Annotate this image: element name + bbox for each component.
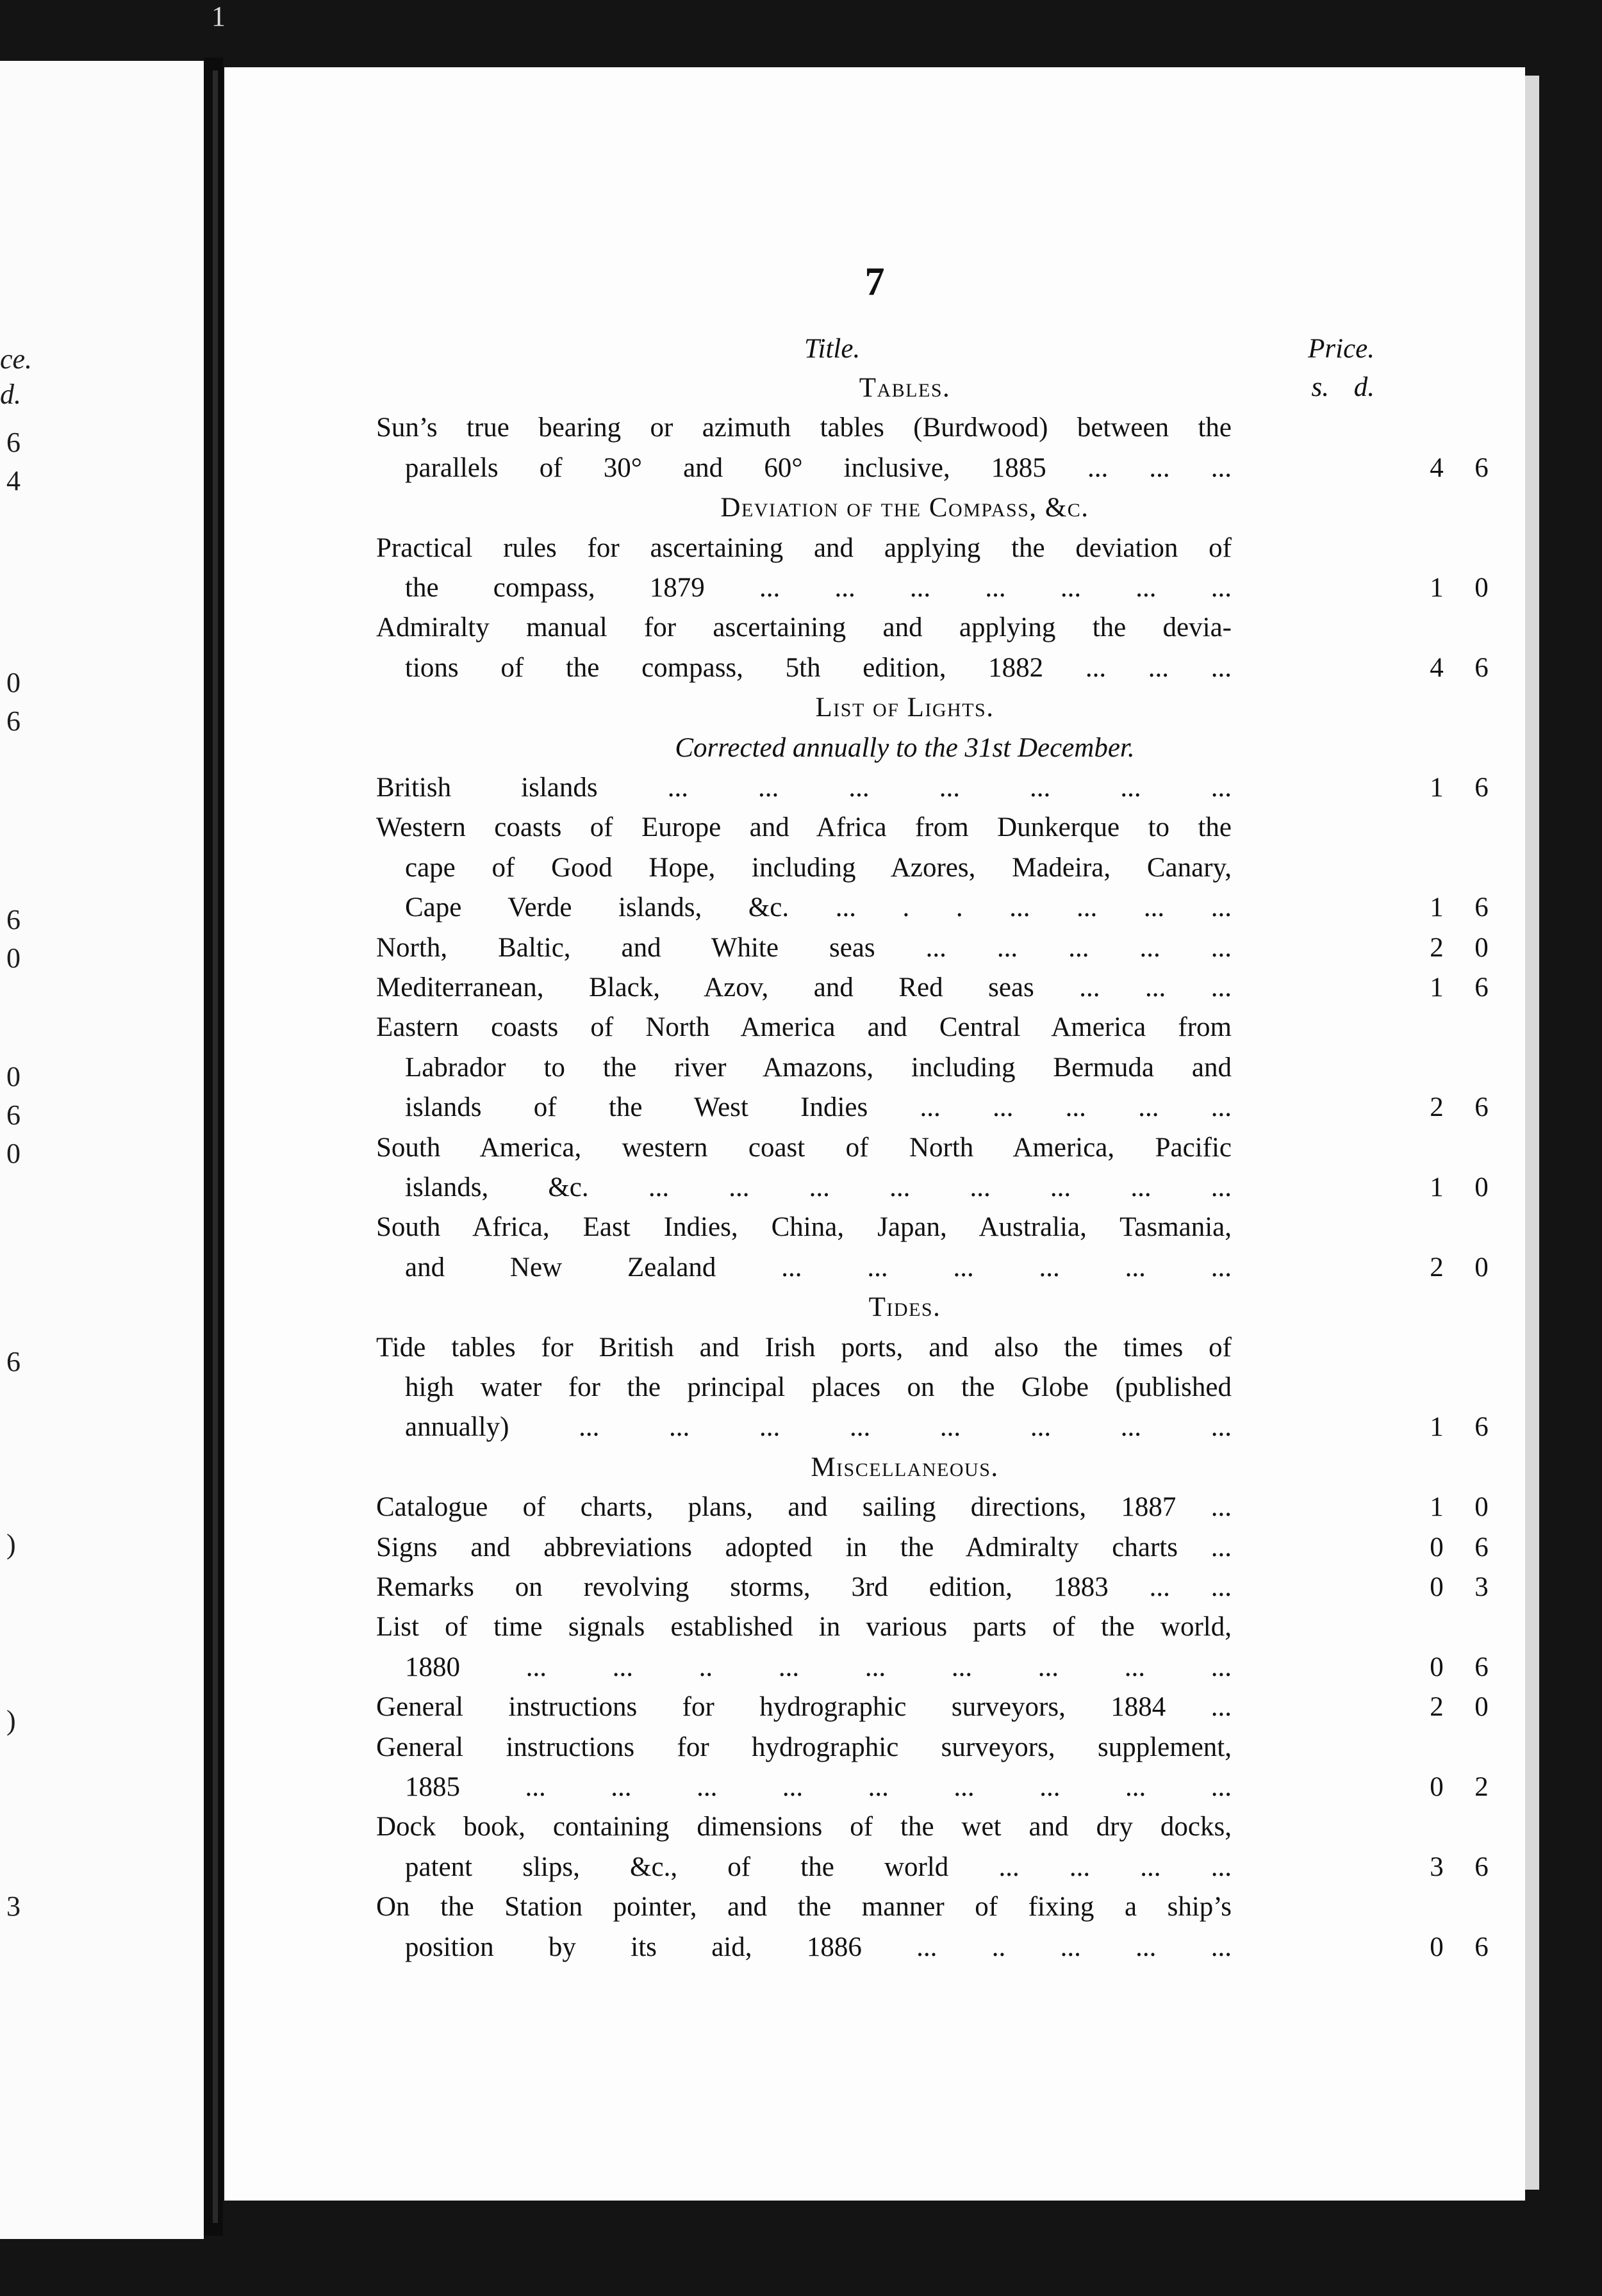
price-pence: 6 [1474,1852,1489,1882]
entry-continuation-line [405,848,1433,888]
facing-page-digit: 4 [6,465,21,496]
entry-title-text: South America, western coast of North America, Pacific [376,1133,1232,1163]
facing-page-digit: 6 [6,1099,21,1131]
facing-page-digit: ) [6,1705,16,1736]
entry-continuation-line [405,1168,1489,1208]
entry-continuation-line [405,1648,1489,1687]
price-shillings: 2 [1430,1692,1444,1722]
price-shillings: 2 [1430,1252,1444,1283]
facing-page-digit: 6 [6,705,21,737]
price-shillings: 2 [1430,1092,1444,1122]
entry-title-text: List of time signals established in various parts of the world, [376,1612,1232,1642]
price-pence: 2 [1474,1772,1489,1802]
price-shillings: 1 [1430,573,1444,603]
price-pence: 0 [1474,1692,1489,1722]
facing-page-digit: 6 [6,1346,21,1377]
price-pence: 0 [1474,1252,1489,1283]
entry-title-text: Western coasts of Europe and Africa from Dunkerque to the [376,812,1232,842]
price-shillings: 1 [1430,773,1444,803]
entry-line [376,1528,1489,1568]
entry-title-text: cape of Good Hope, including Azores, Madeira, Canary, [405,853,1232,883]
column-header-price: Price. [1308,334,1375,364]
entry-line [376,1208,1433,1247]
entry-title-text: islands, &c. ... ... ... ... ... ... ... ... [405,1172,1232,1202]
section-heading [376,1288,1433,1327]
entry-title-text: Remarks on revolving storms, 3rd edition, 1883 ... ... [376,1572,1232,1602]
entry-line [376,928,1489,968]
entry-title-text: and New Zealand ... ... ... ... ... ... [405,1252,1232,1283]
facing-page-digit: 0 [6,942,21,974]
entry-line [376,768,1489,808]
entry-line [376,529,1433,568]
entry-title-text: tions of the compass, 5th edition, 1882 ... ... ... [405,653,1232,683]
entry-continuation-line [405,1928,1489,1967]
entry-line [376,1128,1433,1168]
entry-line [376,1607,1433,1647]
entry-line [376,608,1433,648]
price-shillings: 2 [1430,933,1444,963]
price-pence: 6 [1474,1652,1489,1682]
entry-title-text: Cape Verde islands, &c. ... . . ... ... ... ... [405,892,1232,922]
entry-title-text: Dock book, containing dimensions of the wet and dry docks, [376,1812,1232,1842]
entry-title-text: On the Station pointer, and the manner of fixing a ship’s [376,1892,1232,1922]
entry-line [376,1328,1433,1368]
price-pence: 3 [1474,1572,1489,1602]
entry-line [376,808,1433,848]
entry-line [376,408,1433,448]
entry-continuation-line [405,1048,1433,1088]
entry-title-text: North, Baltic, and White seas ... ... ... ... ... [376,933,1232,963]
price-shillings: 0 [1430,1532,1444,1562]
price-pence: 6 [1474,1932,1489,1962]
entry-title-text: Tide tables for British and Irish ports, and also the times of [376,1332,1232,1363]
price-pence: 0 [1474,1172,1489,1202]
page-edge [1525,76,1539,2190]
price-pence: 6 [1474,773,1489,803]
price-shillings: 0 [1430,1652,1444,1682]
price-pence: 0 [1474,1492,1489,1522]
section-heading-text: Tides. [868,1292,941,1322]
price-shillings: 3 [1430,1852,1444,1882]
facing-page-digit: ) [6,1529,16,1560]
price-pence: 6 [1474,1412,1489,1442]
price-pence: 6 [1474,653,1489,683]
facing-page-digit: 3 [6,1890,21,1922]
entry-title-text: Catalogue of charts, plans, and sailing directions, 1887 ... [376,1492,1232,1522]
entry-line [376,1887,1433,1927]
catalogue-page [224,67,1525,2201]
entry-title-text: Practical rules for ascertaining and applying the deviation of [376,533,1232,563]
entry-title-text: high water for the principal places on the Globe (published [405,1372,1232,1402]
section-heading-text: Deviation of the Compass, &c. [720,493,1089,523]
entry-title-text: islands of the West Indies ... ... ... ... ... [405,1092,1232,1122]
entry-title-text: Sun’s true bearing or azimuth tables (Burdwood) between the [376,413,1232,443]
entry-title-text: General instructions for hydrographic surveyors, supplement, [376,1732,1232,1762]
facing-page-digit: 6 [6,904,21,935]
price-pence: 6 [1474,972,1489,1003]
entry-line [376,1807,1433,1847]
price-shillings: 1 [1430,1492,1444,1522]
entry-continuation-line [405,1848,1489,1887]
facing-page-digit: 0 [6,1061,21,1092]
price-shillings: 4 [1430,453,1444,483]
entry-title-text: position by its aid, 1886 ... .. ... ... ... [405,1932,1232,1962]
entry-title-text: Labrador to the river Amazons, including Bermuda and [405,1053,1232,1083]
entry-title-text: British islands ... ... ... ... ... ... ... [376,773,1232,803]
entry-continuation-line [405,1767,1489,1807]
price-shillings: 1 [1430,892,1444,922]
entry-continuation-line [405,448,1489,488]
entry-continuation-line [405,1407,1489,1447]
entry-title-text: 1880 ... ... .. ... ... ... ... ... ... [405,1652,1232,1682]
entry-line [376,1488,1489,1527]
entry-title-text: annually) ... ... ... ... ... ... ... ... [405,1412,1232,1442]
price-shillings: 1 [1430,972,1444,1003]
price-pence: 6 [1474,892,1489,922]
entry-continuation-line [405,648,1489,688]
publication-list [224,67,1525,2201]
facing-page-header-bottom: d. [0,379,21,410]
price-pence: 0 [1474,933,1489,963]
section-heading [376,1448,1433,1488]
entry-title-text: Mediterranean, Black, Azov, and Red seas ... ... ... [376,972,1232,1003]
price-shillings: 0 [1430,1932,1444,1962]
entry-title-text: the compass, 1879 ... ... ... ... ... ... ... [405,573,1232,603]
column-header-title: Title. [804,334,861,364]
section-heading [376,688,1433,728]
price-shillings: 0 [1430,1572,1444,1602]
facing-page-digit: 6 [6,427,21,458]
entry-line [376,1687,1489,1727]
entry-continuation-line [405,888,1489,928]
entry-line [376,968,1489,1008]
entry-continuation-line [405,1088,1489,1128]
entry-continuation-line [405,568,1489,608]
entry-line [376,1008,1433,1047]
entry-title-text: parallels of 30° and 60° inclusive, 1885 ... ... ... [405,453,1232,483]
section-heading-text: List of Lights. [815,693,995,723]
section-heading-text: Miscellaneous. [811,1452,999,1482]
section-heading-text: Tables. [859,373,951,403]
entry-title-text: 1885 ... ... ... ... ... ... ... ... ... [405,1772,1232,1802]
section-subheading [376,728,1433,768]
price-shillings: 1 [1430,1412,1444,1442]
facing-page [0,61,204,2239]
entry-line [376,1568,1489,1607]
scan-mark: 1 [211,1,226,32]
price-pence: 6 [1474,1092,1489,1122]
price-pence: 0 [1474,573,1489,603]
entry-title-text: patent slips, &c., of the world ... ... ... ... [405,1852,1232,1882]
price-shillings: 0 [1430,1772,1444,1802]
entry-title-text: Eastern coasts of North America and Central America from [376,1012,1232,1042]
page-number: 7 [864,260,885,304]
section-heading [376,368,1433,408]
entry-title-text: South Africa, East Indies, China, Japan, Australia, Tasmania, [376,1212,1232,1242]
facing-page-header-top: ce. [0,343,33,375]
entry-continuation-line [405,1248,1489,1288]
price-pence: 6 [1474,1532,1489,1562]
price-pence: 6 [1474,453,1489,483]
facing-page-digit: 0 [6,667,21,698]
entry-continuation-line [405,1368,1433,1407]
entry-title-text: Signs and abbreviations adopted in the Admiralty charts ... [376,1532,1232,1562]
entry-line [376,1728,1433,1767]
entry-title-text: Admiralty manual for ascertaining and applying the devia- [376,612,1232,643]
gutter-rule [213,70,218,2223]
price-shillings: 1 [1430,1172,1444,1202]
entry-title-text: General instructions for hydrographic surveyors, 1884 ... [376,1692,1232,1722]
price-shillings: 4 [1430,653,1444,683]
facing-page-digit: 0 [6,1138,21,1169]
shillings-header: s. [1311,372,1329,402]
section-heading [376,488,1433,528]
section-subheading-text: Corrected annually to the 31st December. [675,733,1135,763]
pence-header: d. [1353,372,1375,402]
